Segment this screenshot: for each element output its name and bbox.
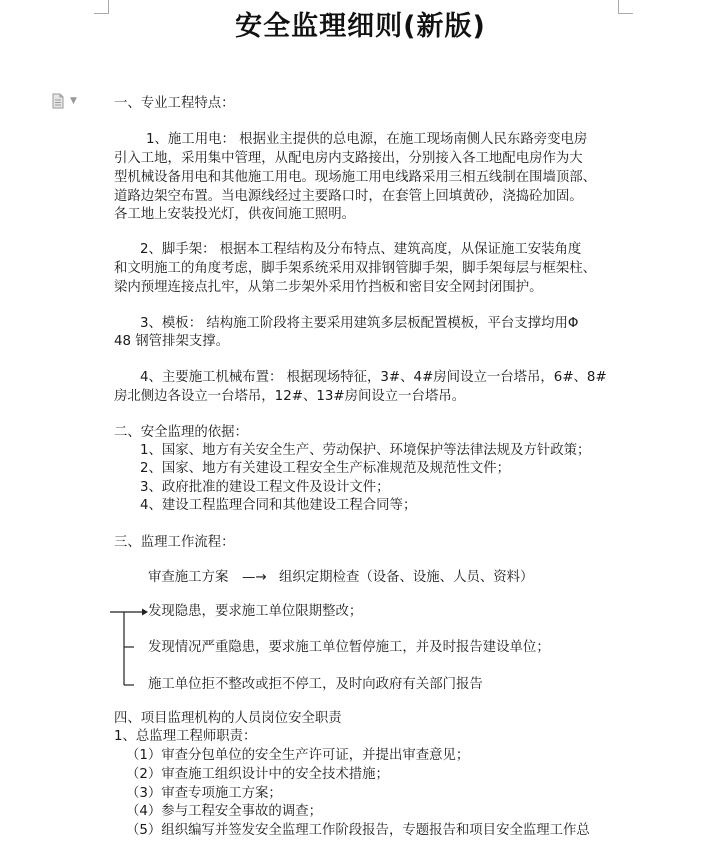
paragraph-line: 型机械设备用电和其他施工用电。现场施工用电线路采用三相五线制在围墙顶部、 [114, 170, 597, 185]
paragraph-line: 1、施工用电： 根据业主提供的总电源，在施工现场南侧人民东路旁变电房 [146, 132, 588, 147]
document-icon[interactable] [50, 93, 66, 109]
list-item: （4）参与工程安全事故的调查； [126, 804, 322, 819]
list-item: （5）组织编写并签发安全监理工作阶段报告，专题报告和项目安全监理工作总 [126, 823, 590, 838]
paragraph-line: 道路边架空布置。当电源线经过主要路口时，在套管上回填黄砂，浇捣砼加固。 [114, 189, 583, 204]
subsection-heading: 1、总监理工程师职责： [114, 729, 257, 744]
flow-start: 审查施工方案 [148, 570, 229, 585]
flow-connector [108, 600, 148, 690]
flow-branch: 发现隐患，要求施工单位限期整改； [148, 604, 363, 619]
paragraph-line: 2、脚手架： 根据本工程结构及分布特点、建筑高度，从保证施工安装角度 [140, 242, 582, 257]
section-heading: 一、专业工程特点： [114, 96, 235, 111]
paragraph-line: 48 钢管排架支撑。 [114, 334, 230, 349]
flow-arrow-icon: —→ [242, 570, 267, 585]
section-heading: 二、安全监理的依据： [114, 425, 248, 440]
list-item: 2、国家、地方有关建设工程安全生产标准规范及规范性文件； [140, 461, 511, 476]
document-title: 安全监理细则(新版) [235, 11, 486, 42]
list-item: 1、国家、地方有关安全生产、劳动保护、环境保护等法律法规及方针政策； [140, 443, 591, 458]
paragraph-line: 各工地上安装投光灯，供夜间施工照明。 [114, 207, 356, 222]
list-item: 3、政府批准的建设工程文件及设计文件； [140, 480, 390, 495]
flow-next-step: 组织定期检查（设备、设施、人员、资料） [279, 570, 534, 585]
list-item: （1）审查分包单位的安全生产许可证，并提出审查意见； [126, 748, 470, 763]
paragraph-line: 房北侧边各设立一台塔吊，12#、13#房间设立一台塔吊。 [114, 389, 466, 404]
dropdown-caret-icon[interactable]: ▼ [70, 96, 77, 106]
section-heading: 三、监理工作流程： [114, 535, 235, 550]
section-heading: 四、项目监理机构的人员岗位安全职责 [114, 711, 342, 726]
paragraph-line: 4、主要施工机械布置： 根据现场特征，3#、4#房间设立一台塔吊，6#、8# [140, 370, 607, 385]
paragraph-line: 梁内预埋连接点扎牢，从第二步架外采用竹挡板和密目安全网封闭围护。 [114, 280, 543, 295]
paragraph-line: 和文明施工的角度考虑，脚手架系统采用双排钢管脚手架，脚手架每层与框架柱、 [114, 261, 597, 276]
list-item: 4、建设工程监理合同和其他建设工程合同等； [140, 498, 417, 513]
list-item: （2）审查施工组织设计中的安全技术措施； [126, 767, 389, 782]
flow-branch: 施工单位拒不整改或拒不停工，及时向政府有关部门报告 [148, 677, 483, 692]
paragraph-line: 引入工地，采用集中管理，从配电房内支路接出，分别接入各工地配电房作为大 [114, 151, 583, 166]
paragraph-line: 3、模板： 结构施工阶段将主要采用建筑多层板配置模板，平台支撑均用Φ [140, 316, 579, 331]
flow-branch: 发现情况严重隐患，要求施工单位暂停施工，并及时报告建设单位； [148, 640, 550, 655]
list-item: （3）审查专项施工方案； [126, 786, 282, 801]
